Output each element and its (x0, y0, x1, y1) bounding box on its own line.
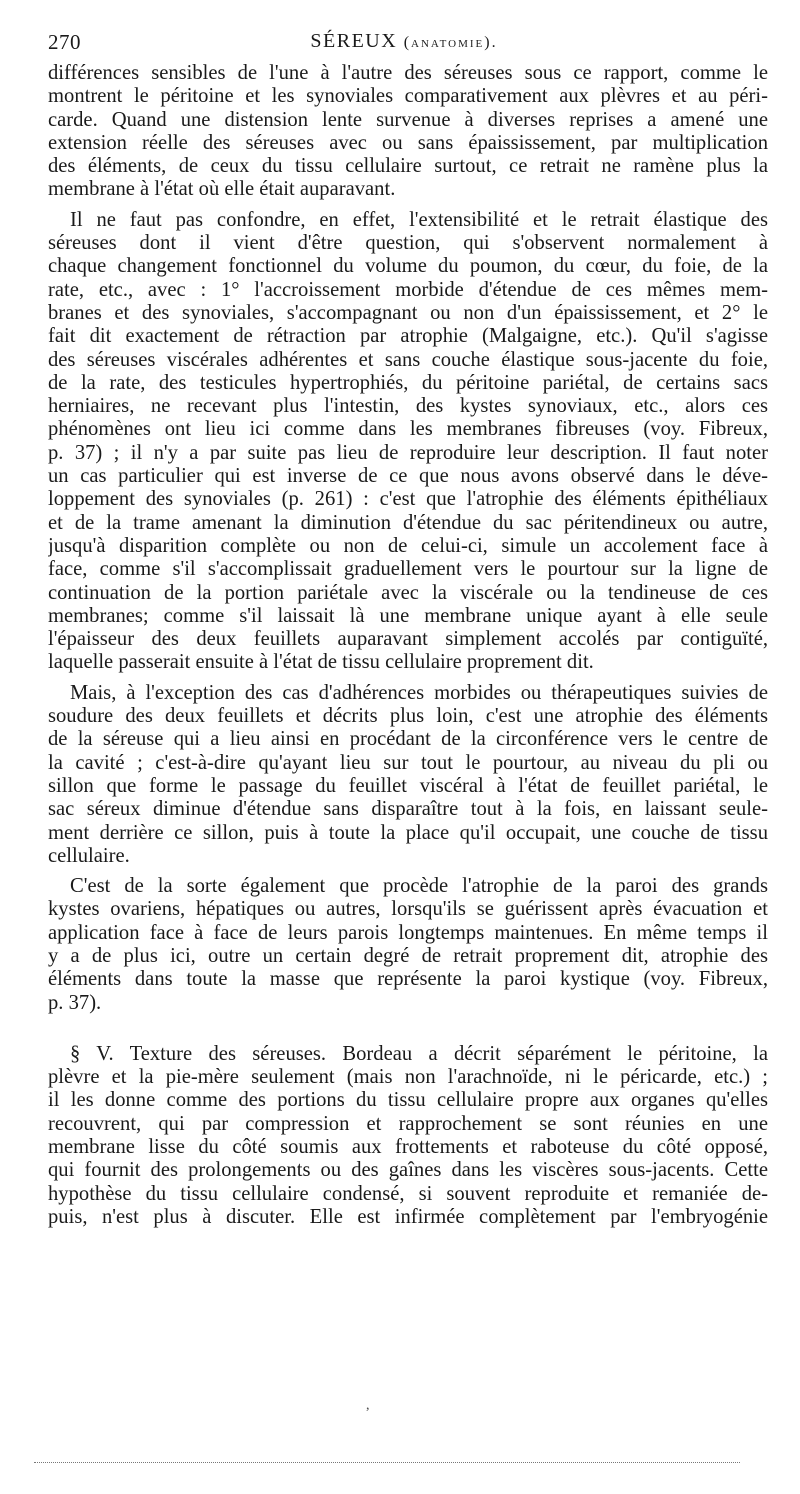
text-line: face, comme s'il s'accomplissait graduellement vers le pourtour sur la ligne de (48, 558, 768, 581)
text-line: montrent le péritoine et les synoviales comparativement aux plèvres et au péri- (48, 85, 768, 108)
running-title-sub: (anatomie). (403, 34, 498, 51)
text-line: soudure des deux feuillets et décrits plus loin, c'est une atrophie des éléments (48, 705, 768, 728)
running-title (48, 30, 760, 53)
text-line: C'est de la sorte également que procède l'atrophie de la paroi des grands (70, 875, 768, 898)
text-line: l'épaisseur des deux feuillets auparavant simplement accolés par contiguïté, (48, 628, 768, 651)
text-line: sac séreux diminue d'étendue sans disparaître tout à la fois, en laissant seule- (48, 798, 768, 821)
text-line: herniaires, ne recevant plus l'intestin, des kystes synoviaux, etc., alors ces (48, 395, 768, 418)
text-line: plèvre et la pie-mère seulement (mais non l'arachnoïde, ni le péricarde, etc.) ; (48, 1066, 768, 1089)
paragraph-gap (48, 675, 768, 682)
text-line: laquelle passerait ensuite à l'état de tissu cellulaire proprement dit. (48, 651, 594, 674)
text-line: membrane à l'état où elle était auparavant. (48, 178, 396, 201)
section-gap (48, 1015, 768, 1043)
text-line: fait dit exactement de rétraction par atrophie (Malgaigne, etc.). Qu'il s'agisse (48, 325, 768, 348)
running-head (48, 26, 760, 60)
paragraph-gap (48, 868, 768, 875)
text-line: kystes ovariens, hépatiques ou autres, lorsqu'ils se guérissent après évacuation et (48, 898, 768, 921)
text-line: loppement des synoviales (p. 261) : c'est que l'atrophie des éléments épithéliaux (48, 488, 768, 511)
text-line: rate, etc., avec : 1° l'accroissement morbide d'étendue de ces mêmes mem- (48, 278, 768, 301)
text-line: il les donne comme des portions du tissu cellulaire propre aux organes qu'elles (48, 1089, 768, 1112)
text-line: membrane lisse du côté soumis aux frottements et raboteuse du côté opposé, (48, 1136, 768, 1159)
text-line: chaque changement fonctionnel du volume du poumon, du cœur, du foie, de la (48, 255, 768, 278)
text-line: et de la trame amenant la diminution d'étendue du sac péritendineux ou autre, (48, 511, 768, 534)
text-line: application face à face de leurs parois longtemps maintenues. En même temps il (48, 921, 768, 944)
text-line: extension réelle des séreuses avec ou sans épaississement, par multiplication (48, 131, 768, 154)
text-line: séreuses dont il vient d'être question, qui s'observent normalement à (48, 232, 768, 255)
text-line: des séreuses viscérales adhérentes et sans couche élastique sous-jacente du foie, (48, 348, 768, 371)
page-number: 270 (48, 30, 81, 54)
text-line: un cas particulier qui est inverse de ce que nous avons observé dans le déve- (48, 465, 768, 488)
text-line: branes et des synoviales, s'accompagnant ou non d'un épaississement, et 2° le (48, 301, 768, 324)
text-line: phénomènes ont lieu ici comme dans les membranes fibreuses (voy. Fibreux, (48, 418, 768, 441)
text-line: p. 37). (48, 991, 102, 1014)
text-line: membranes; comme s'il laissait là une membrane unique ayant à elle seule (48, 604, 768, 627)
text-line: cellulaire. (48, 844, 130, 867)
text-line: continuation de la portion pariétale avec la viscérale ou la tendineuse de ces (48, 581, 768, 604)
text-line: carde. Quand une distension lente survenue à diverses reprises a amené une (48, 108, 768, 131)
text-line: la cavité ; c'est-à-dire qu'ayant lieu sur tout le pourtour, au niveau du pli ou (48, 751, 768, 774)
text-line: de la rate, des testicules hypertrophiés, du péritoine pariétal, de certains sacs (48, 371, 768, 394)
text-line: de la séreuse qui a lieu ainsi en procédant de la circonférence vers le centre de (48, 728, 768, 751)
text-line: jusqu'à disparition complète ou non de celui-ci, simule un accolement face à (48, 534, 768, 557)
text-line: Mais, à l'exception des cas d'adhérences morbides ou thérapeutiques suivies de (70, 681, 768, 704)
text-line: recouvrent, qui par compression et rapprochement se sont réunies en une (48, 1112, 768, 1135)
text-line: puis, n'est plus à discuter. Elle est infirmée complètement par l'embryogénie (48, 1205, 768, 1228)
text-line: hypothèse du tissu cellulaire condensé, si souvent reproduite et remaniée de- (48, 1182, 768, 1205)
text-line: Il ne faut pas confondre, en effet, l'extensibilité et le retrait élastique des (70, 208, 768, 231)
text-line: différences sensibles de l'une à l'autre des séreuses sous ce rapport, comme le (48, 62, 768, 84)
text-line: ment derrière ce sillon, puis à toute la place qu'il occupait, une couche de tissu (48, 821, 768, 844)
text-line: y a de plus ici, outre un certain degré de retrait proprement dit, atrophie des (48, 944, 768, 967)
text-line: des éléments, de ceux du tissu cellulaire surtout, ce retrait ne ramène plus la (48, 155, 768, 178)
text-line: sillon que forme le passage du feuillet viscéral à l'état de feuillet pariétal, le (48, 774, 768, 797)
text-line: qui fournit des prolongements ou des gaînes dans les viscères sous-jacents. Cette (48, 1159, 768, 1182)
text-line: p. 37) ; il n'y a par suite pas lieu de reproduire leur description. Il faut noter (48, 441, 768, 464)
running-title-main: SÉREUX (310, 30, 398, 52)
stray-mark: , (366, 1398, 370, 1413)
paragraph-gap (48, 202, 768, 209)
text-line: éléments dans toute la masse que représente la paroi kystique (voy. Fibreux, (48, 968, 768, 991)
body-text (48, 62, 768, 1229)
footer-rule (34, 1462, 740, 1463)
text-line: § V. Texture des séreuses. Bordeau a décrit séparément le péritoine, la (70, 1042, 768, 1065)
